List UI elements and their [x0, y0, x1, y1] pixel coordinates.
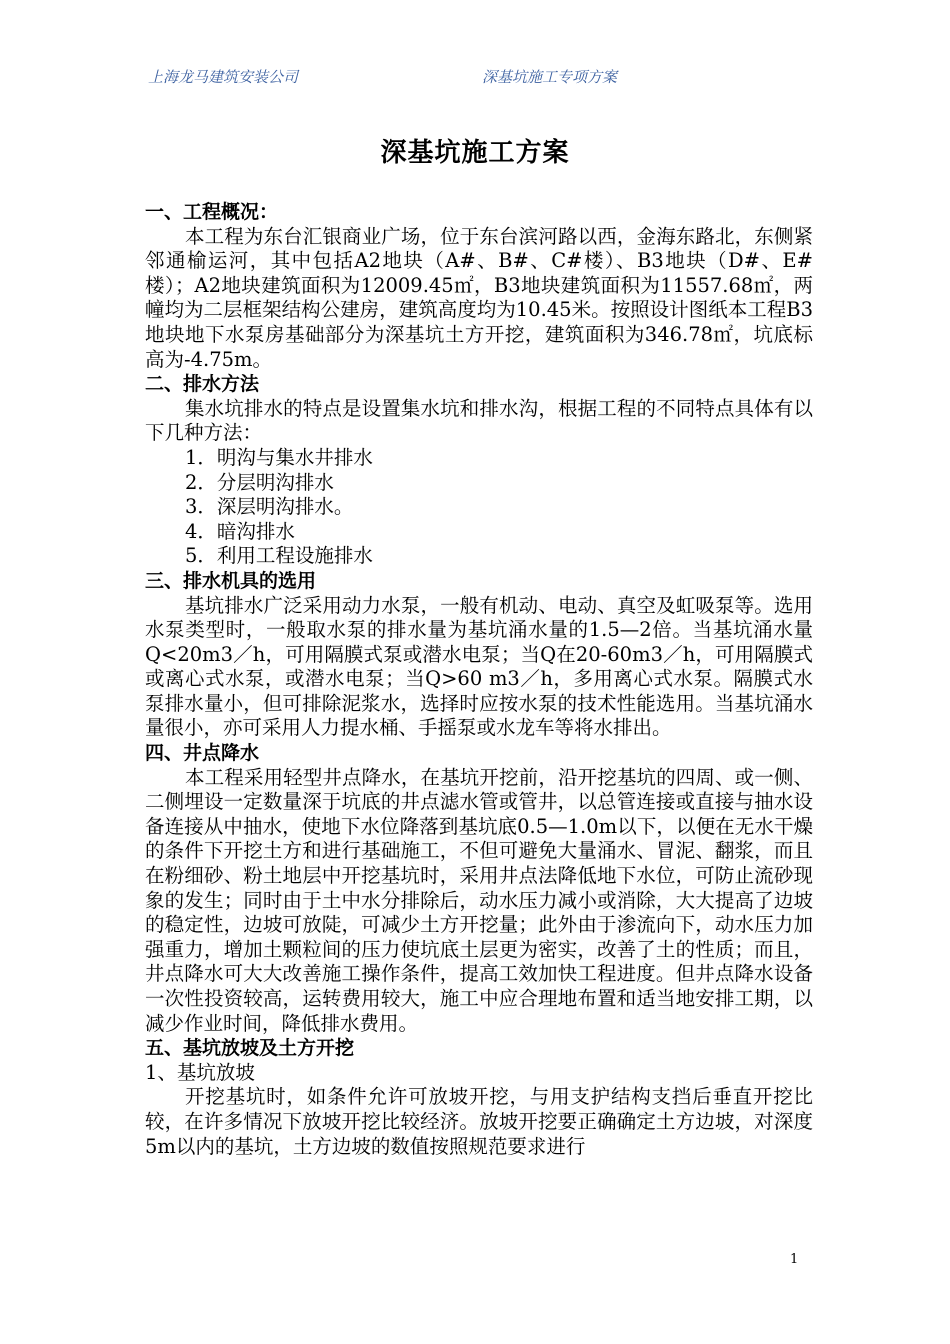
- section-1-heading: 一、工程概况：: [145, 201, 279, 223]
- list-item: 5．利用工程设施排水: [185, 544, 373, 568]
- section-2-paragraph: 集水坑排水的特点是设置集水坑和排水沟，根据工程的不同特点具体有以下几种方法：: [145, 396, 813, 445]
- section-1-paragraph: 本工程为东台汇银商业广场，位于东台滨河路以西，金海东路北，东侧紧邻通榆运河，其中包括A2地块（A#、B#、C#楼）、B3地块（D#、E#楼）；A2地块建筑面积为12009.45㎡，B3地块建筑面积为11557.68㎡，两幢均为二层框架结构公建房，建筑高度均为10.45米。按照设计图纸本工程B3地块地下水泵房基础部分为深基坑土方开挖，建筑面积为346.78㎡，坑底标高为-4.75m。: [145, 224, 813, 371]
- page-number: 1: [790, 1252, 799, 1267]
- header-company: 上海龙马建筑安装公司: [148, 68, 299, 86]
- document-body: [145, 200, 813, 1159]
- section-4-heading: 四、井点降水: [145, 742, 260, 765]
- list-item: 3．深层明沟排水。: [185, 495, 354, 519]
- section-3-heading: 三、排水机具的选用: [145, 569, 317, 592]
- list-item: 1．明沟与集水井排水: [185, 445, 373, 469]
- header-doc-name: 深基坑施工专项方案: [482, 68, 618, 86]
- section-5-heading: 五、基坑放坡及土方开挖: [145, 1037, 355, 1060]
- section-3-paragraph: 基坑排水广泛采用动力水泵，一般有机动、电动、真空及虹吸泵等。选用水泵类型时，一般取水泵的排水量为基坑涌水量的1.5—2倍。当基坑涌水量Q<20m3／h，可用隔膜式泵或潜水电泵；当Q在20-60m3／h，可用隔膜式或离心式水泵，或潜水电泵；当Q>60 m3／h，多用离心式水泵。隔膜式水泵排水量小，但可排除泥浆水，选择时应按水泵的技术性能选用。当基坑涌水量很小，亦可采用人力提水桶、手摇泵或水龙车等将水排出。: [145, 593, 813, 740]
- list-item: 4．暗沟排水: [185, 519, 295, 543]
- section-4-paragraph: 本工程采用轻型井点降水，在基坑开挖前，沿开挖基坑的四周、或一侧、二侧埋设一定数量深于坑底的井点滤水管或管井，以总管连接或直接与抽水设备连接从中抽水，使地下水位降落到基坑底0.5—1.0m以下，以便在无水干燥的条件下开挖土方和进行基础施工，不但可避免大量涌水、冒泥、翻浆，而且在粉细砂、粉土地层中开挖基坑时，采用井点法降低地下水位，可防止流砂现象的发生；同时由于土中水分排除后，动水压力减小或消除，大大提高了边坡的稳定性，边坡可放陡，可减少土方开挖量；此外由于渗流向下，动水压力加强重力，增加土颗粒间的压力使坑底土层更为密实，改善了土的性质；而且，井点降水可大大改善施工操作条件，提高工效加快工程进度。但井点降水设备一次性投资较高，运转费用较大，施工中应合理地布置和适当地安排工期，以减少作业时间，降低排水费用。: [145, 765, 813, 1035]
- page-title: 深基坑施工方案: [380, 138, 570, 168]
- section-2-heading: 二、排水方法: [145, 373, 260, 396]
- list-item: 2．分层明沟排水: [185, 470, 334, 494]
- section-5-paragraph: 开挖基坑时，如条件允许可放坡开挖，与用支护结构支挡后垂直开挖比较，在许多情况下放坡开挖比较经济。放坡开挖要正确确定土方边坡，对深度5m以内的基坑，土方边坡的数值按照规范要求进行: [145, 1085, 813, 1158]
- section-5-subheading: 1、基坑放坡: [145, 1060, 255, 1084]
